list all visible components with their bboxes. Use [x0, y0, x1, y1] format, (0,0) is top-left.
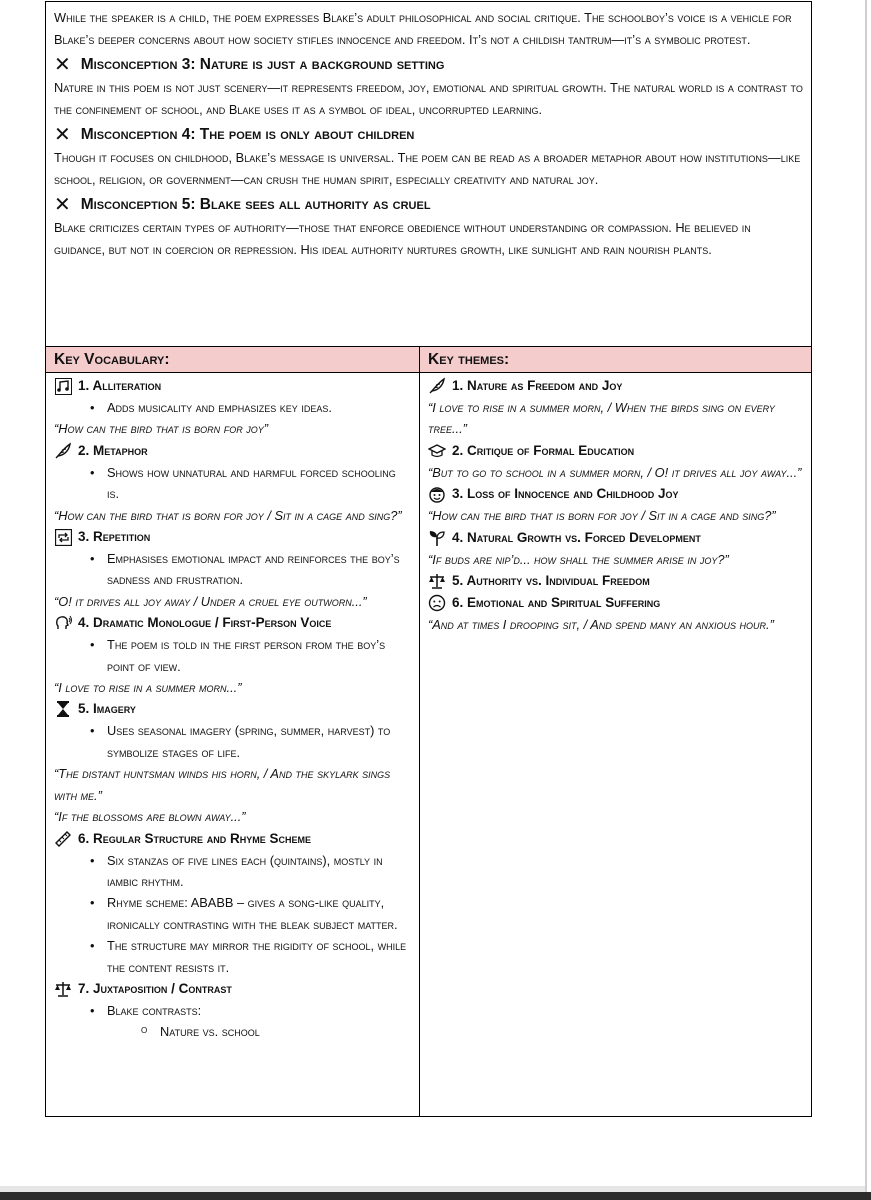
balance-scale-icon [428, 572, 446, 590]
sprout-icon [428, 529, 446, 547]
vocab-repetition-title: 3. Repetition [78, 529, 151, 545]
hourglass-icon [54, 700, 72, 718]
theme-2-quote: “But to go to school in a summer morn, / O! it drives all joy away...” [428, 464, 802, 480]
document-table [45, 1, 812, 1117]
graduation-cap-icon [428, 442, 446, 460]
misconception-5-body: Blake criticizes certain types of authority—those that enforce obedience without understanding or compassion. He believed in guidance, but not in coercion or repression. His ideal authority nurtures growth, like sunlight and rain nourish plants. [54, 220, 751, 257]
cross-mark-icon: ✕ [54, 53, 71, 76]
key-vocabulary-header: Key Vocabulary: [54, 351, 170, 368]
theme-1-quote: “I love to rise in a summer morn, / When the birds sing on every tree...” [428, 400, 775, 437]
vocab-structure-bullet-1: • Six stanzas of five lines each (quintains), mostly in iambic rhythm. [54, 850, 411, 893]
intro-paragraph: While the speaker is a child, the poem expresses Blake’s adult philosophical and social critique. The schoolboy’s voice is a vehicle for Blake’s deeper concerns about how society stifles innocence and freedom. It’s not a childish tantrum—it’s a symbolic protest. [54, 10, 792, 47]
vocab-imagery-title: 5. Imagery [78, 701, 136, 717]
table-header-row [46, 346, 811, 373]
theme-2-title: 2. Critique of Formal Education [452, 442, 635, 458]
vocab-alliteration-heading [54, 375, 411, 397]
vocab-juxtaposition-heading [54, 978, 411, 1000]
vocab-structure-bullet-3: • The structure may mirror the rigidity of school, while the content resists it. [54, 935, 411, 978]
vocab-juxtaposition-sub-bullet: o Nature vs. school [54, 1021, 411, 1042]
vocab-repetition-bullet: • Emphasises emotional impact and reinforces the boy’s sadness and frustration. [54, 548, 411, 591]
vocab-structure-bullet-2: • Rhyme scheme: ABABB – gives a song-like quality, ironically contrasting with the bleak subject matter. [54, 892, 411, 935]
cross-mark-icon: ✕ [54, 193, 71, 216]
theme-3-quote: “How can the bird that is born for joy / Sit in a cage and sing?” [428, 508, 776, 524]
theme-1-heading [428, 375, 803, 397]
theme-4-quote: “If buds are nip’d... how shall the summer arise in joy?” [428, 551, 729, 567]
vocab-monologue-heading [54, 612, 411, 634]
misconception-4-heading [54, 122, 803, 147]
vocab-metaphor-heading [54, 440, 411, 462]
page-edge-right [865, 0, 867, 1192]
theme-6-heading [428, 592, 803, 614]
vocab-imagery-quote-1: “The distant huntsman winds his horn, / And the skylark sings with me.” [54, 766, 391, 803]
misconceptions-section [46, 2, 811, 346]
misconception-3-heading [54, 52, 803, 77]
theme-2-heading [428, 440, 803, 462]
misconception-3-body: Nature in this poem is not just scenery—it represents freedom, joy, emotional and spiritual growth. The natural world is a contrast to the confinement of school, and Blake uses it as a symbol of ideal, uncorrupted learning. [54, 80, 803, 117]
theme-5-heading [428, 570, 803, 592]
theme-4-heading [428, 527, 803, 549]
repeat-icon [54, 528, 72, 546]
vocab-monologue-title: 4. Dramatic Monologue / First-Person Voice [78, 615, 332, 631]
vocab-imagery-bullet: • Uses seasonal imagery (spring, summer, harvest) to symbolize stages of life. [54, 720, 411, 763]
music-notes-icon [54, 377, 72, 395]
speaking-head-icon [54, 614, 72, 632]
vocabulary-column [46, 373, 419, 1043]
misconception-3-title: Misconception 3: Nature is just a background setting [80, 56, 445, 73]
misconception-5-title: Misconception 5: Blake sees all authority as cruel [80, 196, 431, 213]
misconception-5-heading [54, 192, 803, 217]
vocab-metaphor-bullet: • Shows how unnatural and harmful forced schooling is. [54, 462, 411, 505]
vocab-alliteration-title: 1. Alliteration [78, 378, 162, 393]
theme-6-quote: “And at times I drooping sit, / And spend many an anxious hour.” [428, 617, 774, 633]
balance-scale-icon [54, 980, 72, 998]
vocab-monologue-bullet: • The poem is told in the first person from the boy’s point of view. [54, 634, 411, 677]
feather-icon [54, 442, 72, 460]
vocab-structure-heading [54, 828, 411, 850]
vocab-alliteration-bullet: • Adds musicality and emphasizes key ideas. [54, 397, 411, 418]
misconception-4-body: Though it focuses on childhood, Blake’s message is universal. The poem can be read as a broader metaphor about how institutions—like school, religion, or government—can crush the human spirit, especially creativity and natural joy. [54, 150, 801, 187]
feather-icon [428, 377, 446, 395]
key-themes-header: Key themes: [428, 351, 510, 368]
vocab-juxtaposition-title: 7. Juxtaposition / Contrast [78, 980, 232, 996]
child-face-icon [428, 485, 446, 503]
vocab-structure-title: 6. Regular Structure and Rhyme Scheme [78, 830, 312, 846]
ruler-icon [54, 830, 72, 848]
vocab-imagery-quote-2: “If the blossoms are blown away...” [54, 809, 246, 825]
vocab-imagery-heading [54, 698, 411, 720]
vocab-metaphor-title: 2. Metaphor [78, 442, 148, 458]
theme-3-heading [428, 483, 803, 505]
vocab-monologue-quote: “I love to rise in a summer morn...” [54, 680, 242, 696]
theme-6-title: 6. Emotional and Spiritual Suffering [452, 595, 661, 611]
page-edge-bottom [0, 1192, 871, 1200]
theme-4-title: 4. Natural Growth vs. Forced Development [452, 529, 701, 545]
sad-face-icon [428, 594, 446, 612]
theme-1-title: 1. Nature as Freedom and Joy [452, 378, 623, 393]
vocab-repetition-heading [54, 526, 411, 548]
vocab-alliteration-quote: “How can the bird that is born for joy” [54, 421, 269, 437]
theme-5-title: 5. Authority vs. Individual Freedom [452, 573, 650, 589]
themes-column [420, 373, 811, 635]
cross-mark-icon: ✕ [54, 123, 71, 146]
vocab-metaphor-quote: “How can the bird that is born for joy / Sit in a cage and sing?” [54, 507, 402, 523]
theme-3-title: 3. Loss of Innocence and Childhood Joy [452, 486, 679, 502]
vocab-repetition-quote: “O! it drives all joy away / Under a cruel eye outworn...” [54, 593, 367, 609]
vocab-juxtaposition-bullet: • Blake contrasts: [54, 1000, 411, 1021]
misconception-4-title: Misconception 4: The poem is only about children [80, 126, 415, 143]
